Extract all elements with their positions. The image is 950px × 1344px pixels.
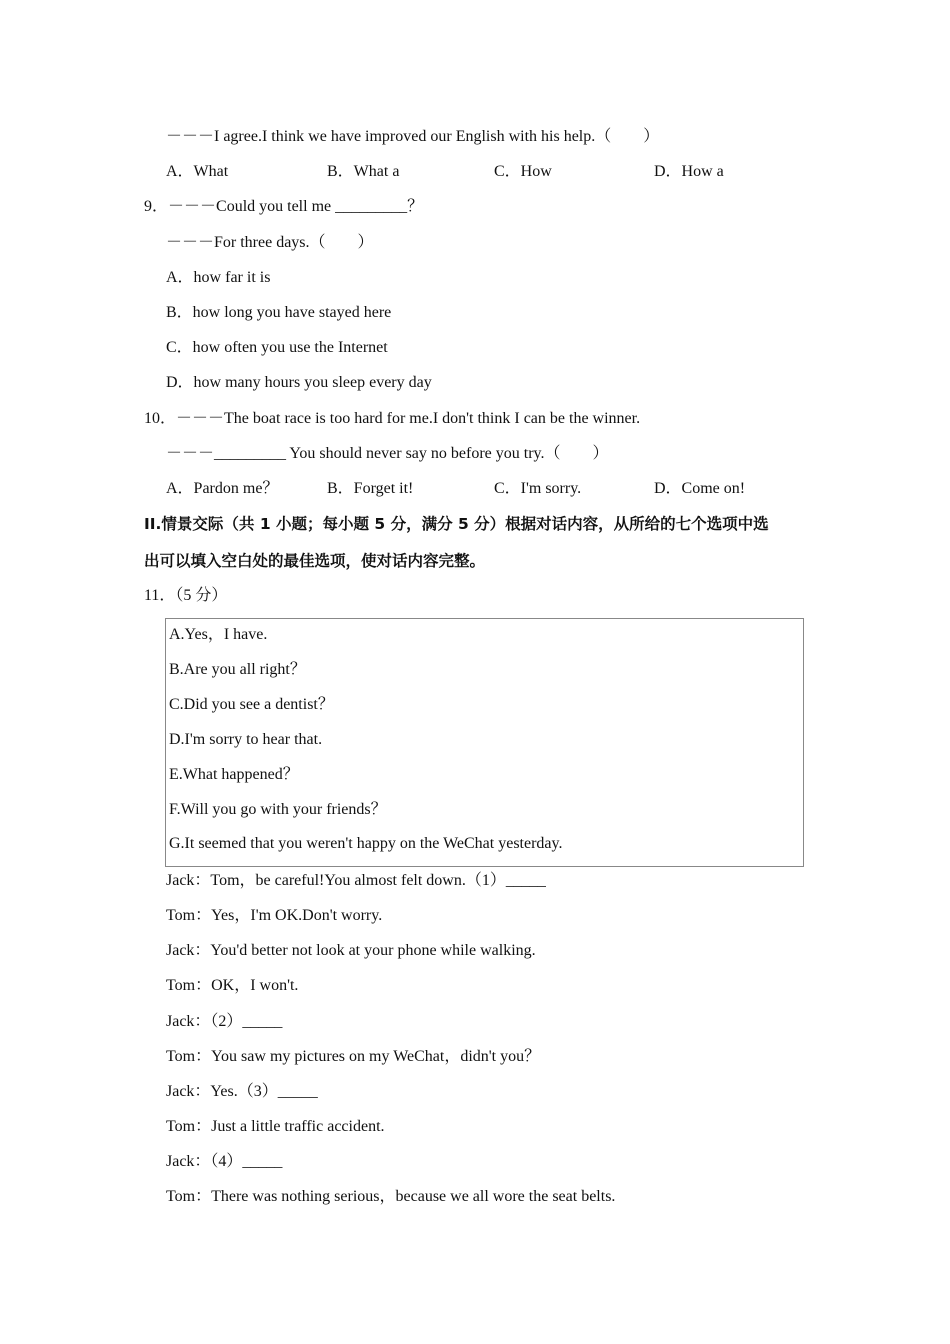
q10-number: 10． — [144, 410, 177, 427]
q10-option-b[interactable]: B．Forget it! — [327, 480, 414, 497]
dialogue-line: Tom：Yes，I'm OK.Don't worry. — [166, 907, 383, 924]
q11-choice-a: A.Yes，I have. — [169, 626, 268, 643]
dialogue-line: Jack：Yes.（3）_____ — [166, 1083, 318, 1100]
q9-option-c[interactable]: C．how often you use the Internet — [166, 339, 388, 356]
q11-choice-f: F.Will you go with your friends？ — [169, 801, 387, 818]
q9-prompt: －－－Could you tell me _________？ — [168, 198, 424, 215]
q9-number: 9． — [144, 198, 169, 215]
q8-option-b[interactable]: B．What a — [327, 163, 400, 180]
dialogue-line: Tom：You saw my pictures on my WeChat，didn't you？ — [166, 1048, 541, 1065]
dialogue-line: Jack：（2）_____ — [166, 1013, 283, 1030]
q10-option-a[interactable]: A．Pardon me？ — [166, 480, 279, 497]
q9-option-a[interactable]: A．how far it is — [166, 269, 271, 286]
q10-prompt: －－－The boat race is too hard for me.I don't think I can be the winner. — [176, 410, 641, 427]
section-heading-line1: II.情景交际（共 1 小题；每小题 5 分，满分 5 分）根据对话内容，从所给的七个选项中选 — [144, 515, 769, 533]
dialogue-line: Tom：Just a little traffic accident. — [166, 1118, 385, 1135]
dialogue-line: Tom：There was nothing serious，because we all wore the seat belts. — [166, 1188, 616, 1205]
q11-choice-c: C.Did you see a dentist？ — [169, 696, 334, 713]
q8-option-a[interactable]: A．What — [166, 163, 229, 180]
q9-option-d[interactable]: D．how many hours you sleep every day — [166, 374, 432, 391]
q11-choice-g: G.It seemed that you weren't happy on the WeChat yesterday. — [169, 835, 563, 852]
q11-number: 11． — [144, 587, 176, 604]
q10-option-c[interactable]: C．I'm sorry. — [494, 480, 582, 497]
q8-response: －－－I agree.I think we have improved our English with his help.（ ） — [166, 128, 660, 145]
q10-response: －－－_________ You should never say no before you try.（ ） — [166, 445, 609, 462]
q10-stem — [144, 409, 640, 429]
q11-points: （5 分） — [175, 587, 228, 604]
q8-option-d[interactable]: D．How a — [654, 163, 724, 180]
dialogue-line: Jack：Tom，be careful!You almost felt down.（1）_____ — [166, 872, 546, 889]
q11-choices-box — [165, 618, 804, 867]
section-heading-line2: 出可以填入空白处的最佳选项，使对话内容完整。 — [144, 552, 486, 570]
q11-choice-e: E.What happened？ — [169, 766, 299, 783]
dialogue-line: Jack：You'd better not look at your phone while walking. — [166, 942, 536, 959]
q10-option-d[interactable]: D．Come on! — [654, 480, 746, 497]
q9-stem — [144, 197, 423, 217]
q9-response: －－－For three days.（ ） — [166, 234, 374, 251]
dialogue-line: Jack：（4）_____ — [166, 1153, 283, 1170]
q9-option-b[interactable]: B．how long you have stayed here — [166, 304, 392, 321]
q8-option-c[interactable]: C．How — [494, 163, 552, 180]
q11-stem — [144, 586, 227, 606]
q11-choice-d: D.I'm sorry to hear that. — [169, 731, 323, 748]
q11-choice-b: B.Are you all right？ — [169, 661, 306, 678]
dialogue-line: Tom：OK，I won't. — [166, 977, 299, 994]
